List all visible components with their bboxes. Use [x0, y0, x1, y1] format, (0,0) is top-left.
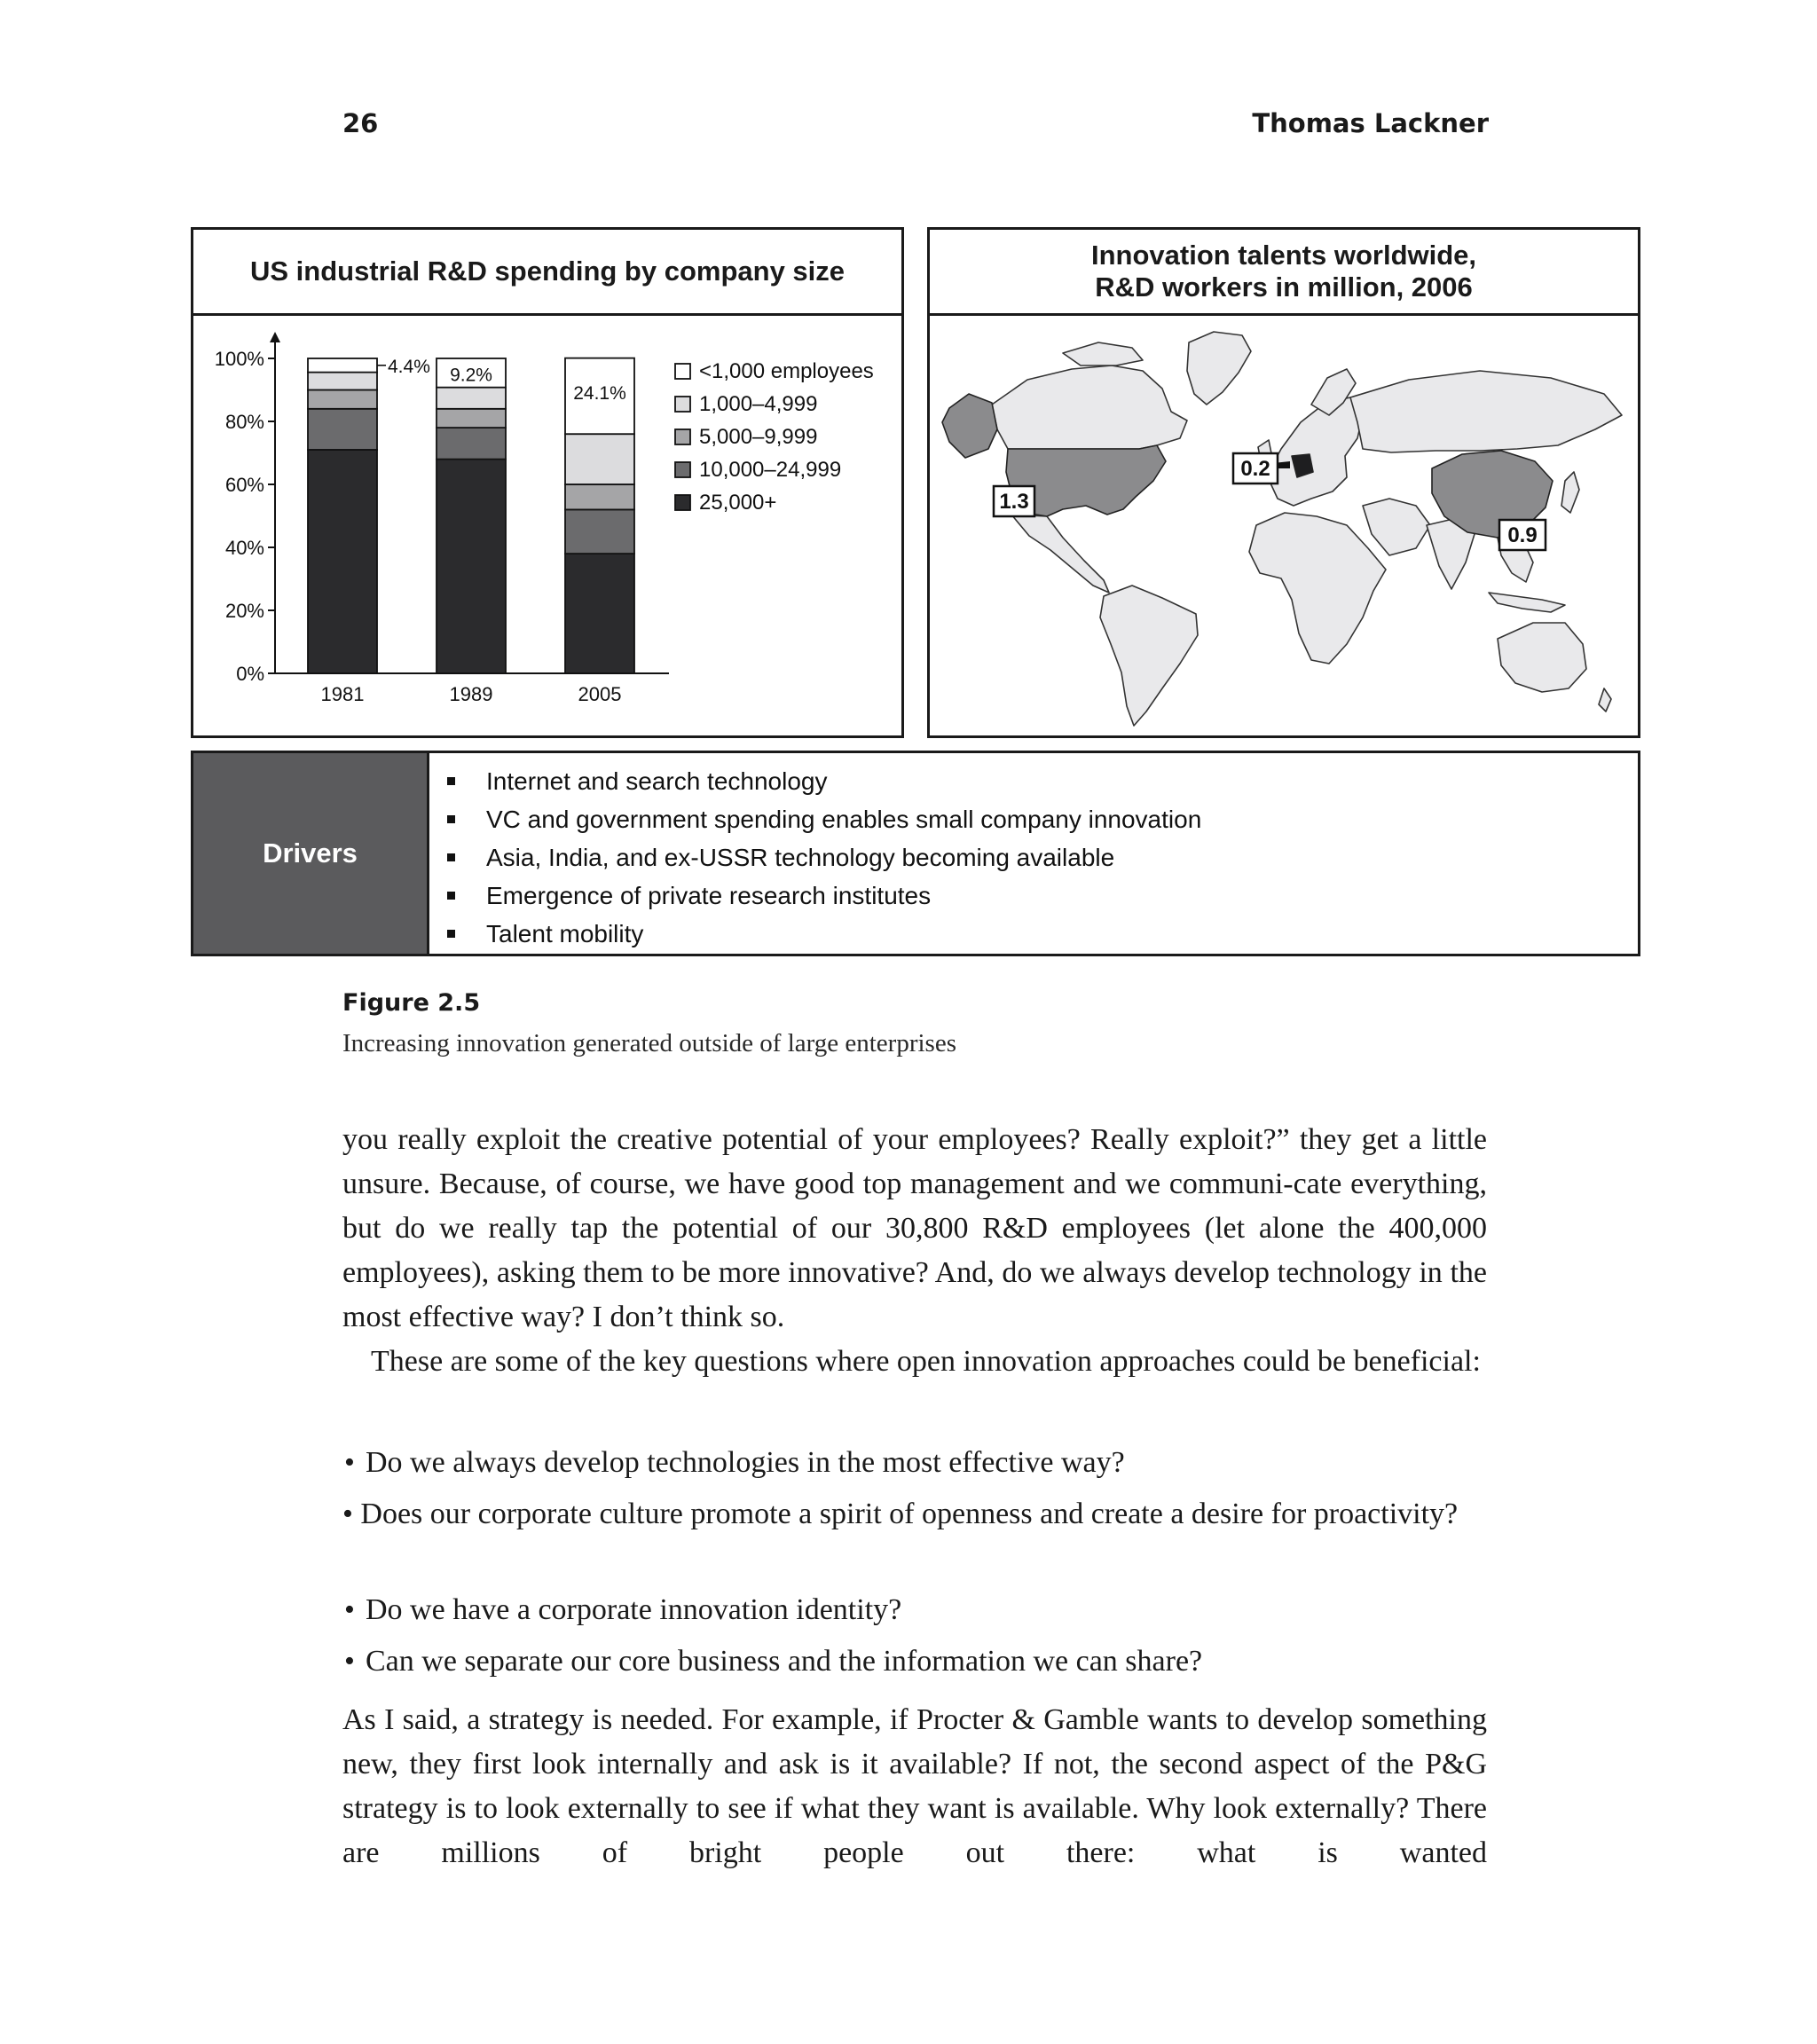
- y-tick-label: 80%: [224, 411, 264, 433]
- rd-spending-title: US industrial R&D spending by company size: [193, 230, 901, 316]
- bar-segment: [308, 409, 377, 450]
- talent-map-title: [930, 230, 1638, 316]
- bullet-item: • Does our corporate culture promote a spirit of openness and create a desire for proactivity?: [342, 1498, 1459, 1530]
- bar-segment: [565, 554, 634, 673]
- y-tick-label: 0%: [236, 663, 264, 685]
- body-paragraph-1: you really exploit the creative potential of your employees? Really exploit?” they get a little unsure. Because, of course, we have good top management and we communi-cate everything, but do we really tap the potential of our 30,800 R&D employees (let alone the 400,000 employees), asking them to be more innovative? And, do we always develop technology in the most effective way? I don’t think so.: [342, 1123, 1487, 1333]
- callout-us-value: 1.3: [999, 490, 1029, 514]
- map-south-america: [1100, 586, 1198, 726]
- bar-segment: [308, 450, 377, 673]
- map-alaska: [942, 394, 997, 458]
- bullet-item: • Can we separate our core business and the information we can share?: [344, 1645, 1203, 1678]
- map-europe: [1267, 397, 1363, 506]
- callout-europe-value: 0.2: [1240, 457, 1270, 481]
- y-tick-label: 100%: [214, 348, 264, 370]
- bar-segment: [308, 373, 377, 390]
- page-number: 26: [342, 108, 379, 138]
- world-map: [930, 316, 1638, 733]
- bar-segment: [308, 358, 377, 373]
- y-tick-label: 20%: [224, 600, 264, 622]
- map-japan: [1561, 472, 1579, 513]
- drivers-list: [429, 762, 1638, 953]
- map-indonesia: [1489, 593, 1565, 612]
- y-tick-label: 60%: [224, 474, 264, 496]
- talent-map-title-line2: R&D workers in million, 2006: [1095, 271, 1473, 303]
- x-tick-label: 2005: [578, 683, 622, 705]
- legend-swatch: [675, 462, 690, 477]
- talent-map-title-line1: Innovation talents worldwide,: [1090, 240, 1477, 271]
- y-axis-arrow-icon: [270, 332, 280, 342]
- bar-segment: [437, 460, 506, 673]
- driver-item: Asia, India, and ex-USSR technology becoming available: [429, 838, 1638, 877]
- body-paragraph-2: These are some of the key questions where open innovation approaches could be beneficial:: [371, 1345, 1481, 1378]
- figure-label: Figure 2.5: [342, 989, 481, 1017]
- map-arctic-islands: [1063, 342, 1143, 366]
- data-label: 4.4%: [388, 356, 430, 377]
- bullet-square-icon: [447, 777, 455, 785]
- drivers-table: [191, 751, 1640, 956]
- body-paragraph-3: As I said, a strategy is needed. For example, if Procter & Gamble wants to develop something new, they first look internally and ask is it available? If not, the second aspect of the P&G strategy is to look externally to see if what they want is available. Why look externally? There are millions of bright people out there: what is wanted: [342, 1703, 1487, 1869]
- bar-segment: [437, 388, 506, 409]
- legend-swatch: [675, 495, 690, 510]
- x-tick-label: 1989: [449, 683, 493, 705]
- callout-china-value: 0.9: [1507, 523, 1538, 547]
- bar-segment: [437, 409, 506, 428]
- map-middle-east: [1363, 499, 1430, 555]
- figure-caption: Increasing innovation generated outside of large enterprises: [342, 1029, 956, 1057]
- map-africa: [1249, 513, 1386, 664]
- rd-spending-chart: [193, 316, 901, 733]
- legend-label: 10,000–24,999: [699, 458, 842, 482]
- legend-label: <1,000 employees: [699, 359, 874, 383]
- data-label: 24.1%: [573, 383, 626, 405]
- map-greenland: [1187, 332, 1251, 405]
- legend-label: 1,000–4,999: [699, 392, 818, 416]
- bullet-square-icon: [447, 853, 455, 861]
- callout-us: [994, 486, 1034, 516]
- bar-segment: [308, 390, 377, 409]
- map-canada: [992, 366, 1187, 449]
- legend-swatch: [675, 429, 690, 444]
- legend-label: 5,000–9,999: [699, 425, 818, 449]
- driver-item: Emergence of private research institutes: [429, 877, 1638, 915]
- map-russia: [1350, 371, 1622, 452]
- legend-swatch: [675, 397, 690, 412]
- bullet-square-icon: [447, 892, 455, 900]
- bullet-square-icon: [447, 930, 455, 938]
- bar-segment: [565, 434, 634, 484]
- bar-segment: [565, 484, 634, 509]
- bar-segment: [437, 428, 506, 459]
- bullet-item: • Do we have a corporate innovation identity?: [344, 1593, 902, 1626]
- running-head-author: Thomas Lackner: [1252, 108, 1489, 138]
- bar-segment: [565, 509, 634, 554]
- talent-map-panel: [927, 227, 1640, 738]
- driver-item: VC and government spending enables small company innovation: [429, 800, 1638, 838]
- map-new-zealand: [1599, 688, 1611, 711]
- legend-label: 25,000+: [699, 491, 777, 515]
- y-tick-label: 40%: [224, 537, 264, 559]
- rd-spending-panel: [191, 227, 904, 738]
- data-label: 9.2%: [450, 365, 492, 386]
- map-australia: [1498, 623, 1586, 692]
- bullet-item: • Do we always develop technologies in the most effective way?: [344, 1446, 1125, 1479]
- bullet-square-icon: [447, 815, 455, 823]
- driver-item: Talent mobility: [429, 915, 1638, 953]
- map-central-america: [1011, 515, 1109, 593]
- legend-swatch: [675, 364, 690, 379]
- drivers-label: Drivers: [193, 753, 429, 954]
- callout-china: [1499, 520, 1546, 550]
- driver-item: Internet and search technology: [429, 762, 1638, 800]
- x-tick-label: 1981: [320, 683, 365, 705]
